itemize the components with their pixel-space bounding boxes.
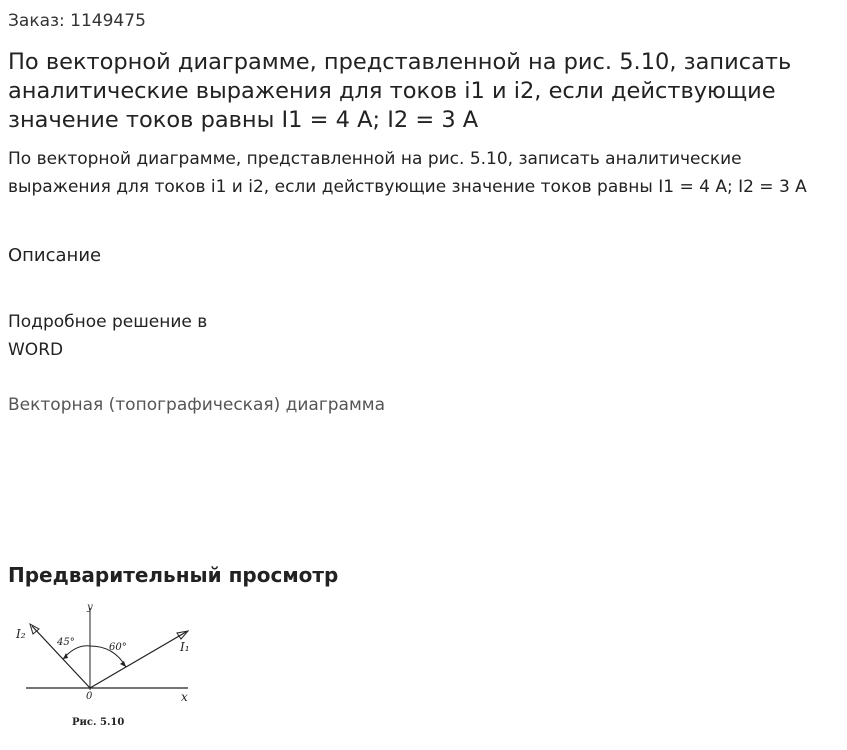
x-axis-label: x xyxy=(181,690,188,704)
origin-label: 0 xyxy=(86,691,93,702)
task-description: По векторной диаграмме, представленной на рис. 5.10, записать аналитические выражения для токов i1 и i2, если действующие значение токов равны I1 = 4 А; I2 = 3 А xyxy=(8,149,807,197)
angle-left-label: 45° xyxy=(57,637,75,648)
preview-figure xyxy=(10,598,200,732)
angle-right-label: 60° xyxy=(109,642,127,653)
preview-heading: Предварительный просмотр xyxy=(8,563,339,587)
y-axis-label: y xyxy=(87,602,93,613)
vector-i1-label: I₁ xyxy=(180,640,190,654)
description-section-label: Описание xyxy=(8,245,102,266)
solution-format-text: Подробное решение в WORD xyxy=(8,312,208,360)
angle-arc-right-arrow xyxy=(120,661,126,667)
diagram-type-text: Векторная (топографическая) диаграмма xyxy=(8,395,386,415)
order-number: Заказ: 1149475 xyxy=(8,11,146,31)
page-title: По векторной диаграмме, представленной на рис. 5.10, записать аналитические выражения для токов i1 и i2, если действующие значение токов равны I1 = 4 А; I2 = 3 А xyxy=(8,49,792,133)
vector-i1-line xyxy=(90,632,186,688)
figure-caption: Рис. 5.10 xyxy=(72,717,125,728)
vector-diagram xyxy=(10,598,200,732)
vector-i1-arrowhead xyxy=(177,631,188,639)
vector-i2-line xyxy=(32,626,90,688)
vector-i2-label: I₂ xyxy=(16,627,26,641)
